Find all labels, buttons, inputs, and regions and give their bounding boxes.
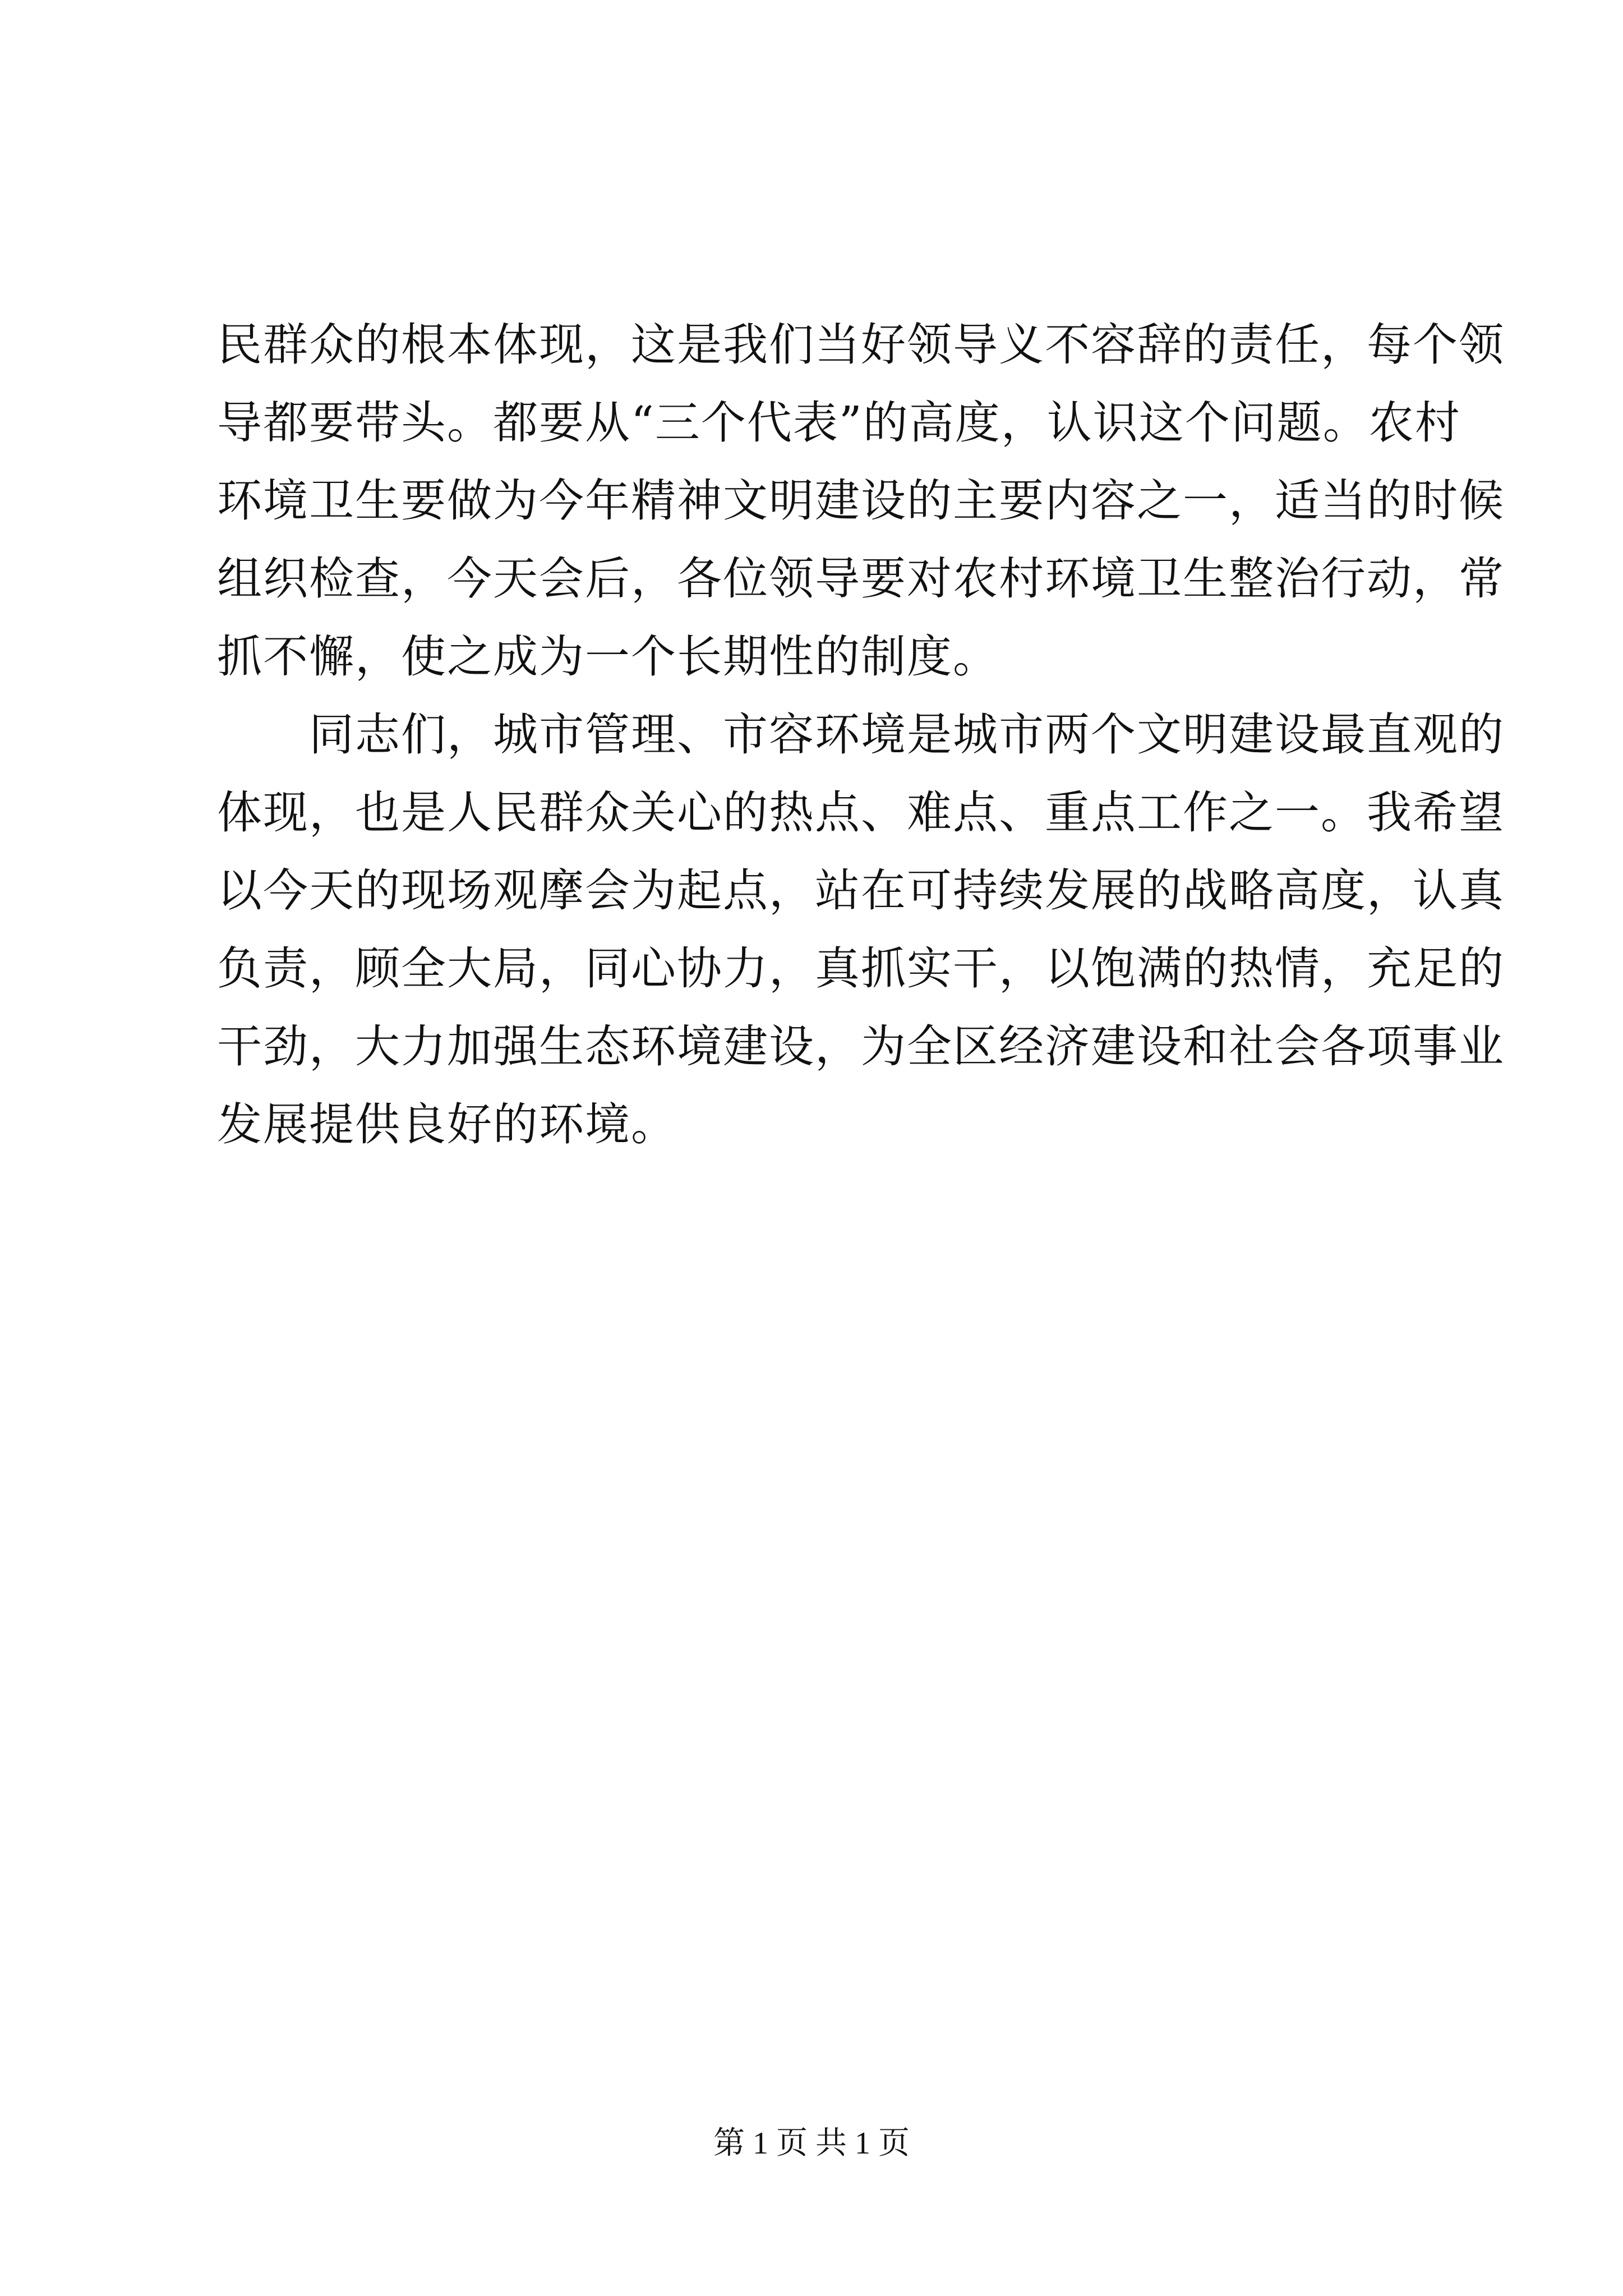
- text-line: 干劲，大力加强生态环境建设，为全区经济建设和社会各项事业: [217, 1020, 1505, 1073]
- text-line: 组织检查，今天会后，各位领导要对农村环境卫生整治行动，常: [217, 553, 1505, 605]
- paragraph-1: [217, 306, 1505, 696]
- text-line: 发展提供良好的环境。: [217, 1098, 677, 1151]
- text-line: 负责，顾全大局，同心协力，真抓实干，以饱满的热情，充足的: [217, 942, 1505, 995]
- text-line: 导都要带头。都要从“三个代表”的高度，认识这个问题。农村: [217, 397, 1461, 449]
- document-body: [217, 306, 1505, 1163]
- paragraph-2: [217, 696, 1505, 1163]
- text-line: 环境卫生要做为今年精神文明建设的主要内容之一，适当的时候: [217, 475, 1505, 527]
- text-line: 抓不懈，使之成为一个长期性的制度。: [217, 631, 999, 683]
- text-line: 同志们，城市管理、市容环境是城市两个文明建设最直观的: [217, 708, 1505, 761]
- page-number-footer: 第 1 页 共 1 页: [713, 2126, 910, 2161]
- text-line: 体现，也是人民群众关心的热点、难点、重点工作之一。我希望: [217, 786, 1505, 839]
- text-line: 以今天的现场观摩会为起点，站在可持续发展的战略高度，认真: [217, 864, 1505, 917]
- text-line: 民群众的根本体现，这是我们当好领导义不容辞的责任，每个领: [217, 319, 1505, 371]
